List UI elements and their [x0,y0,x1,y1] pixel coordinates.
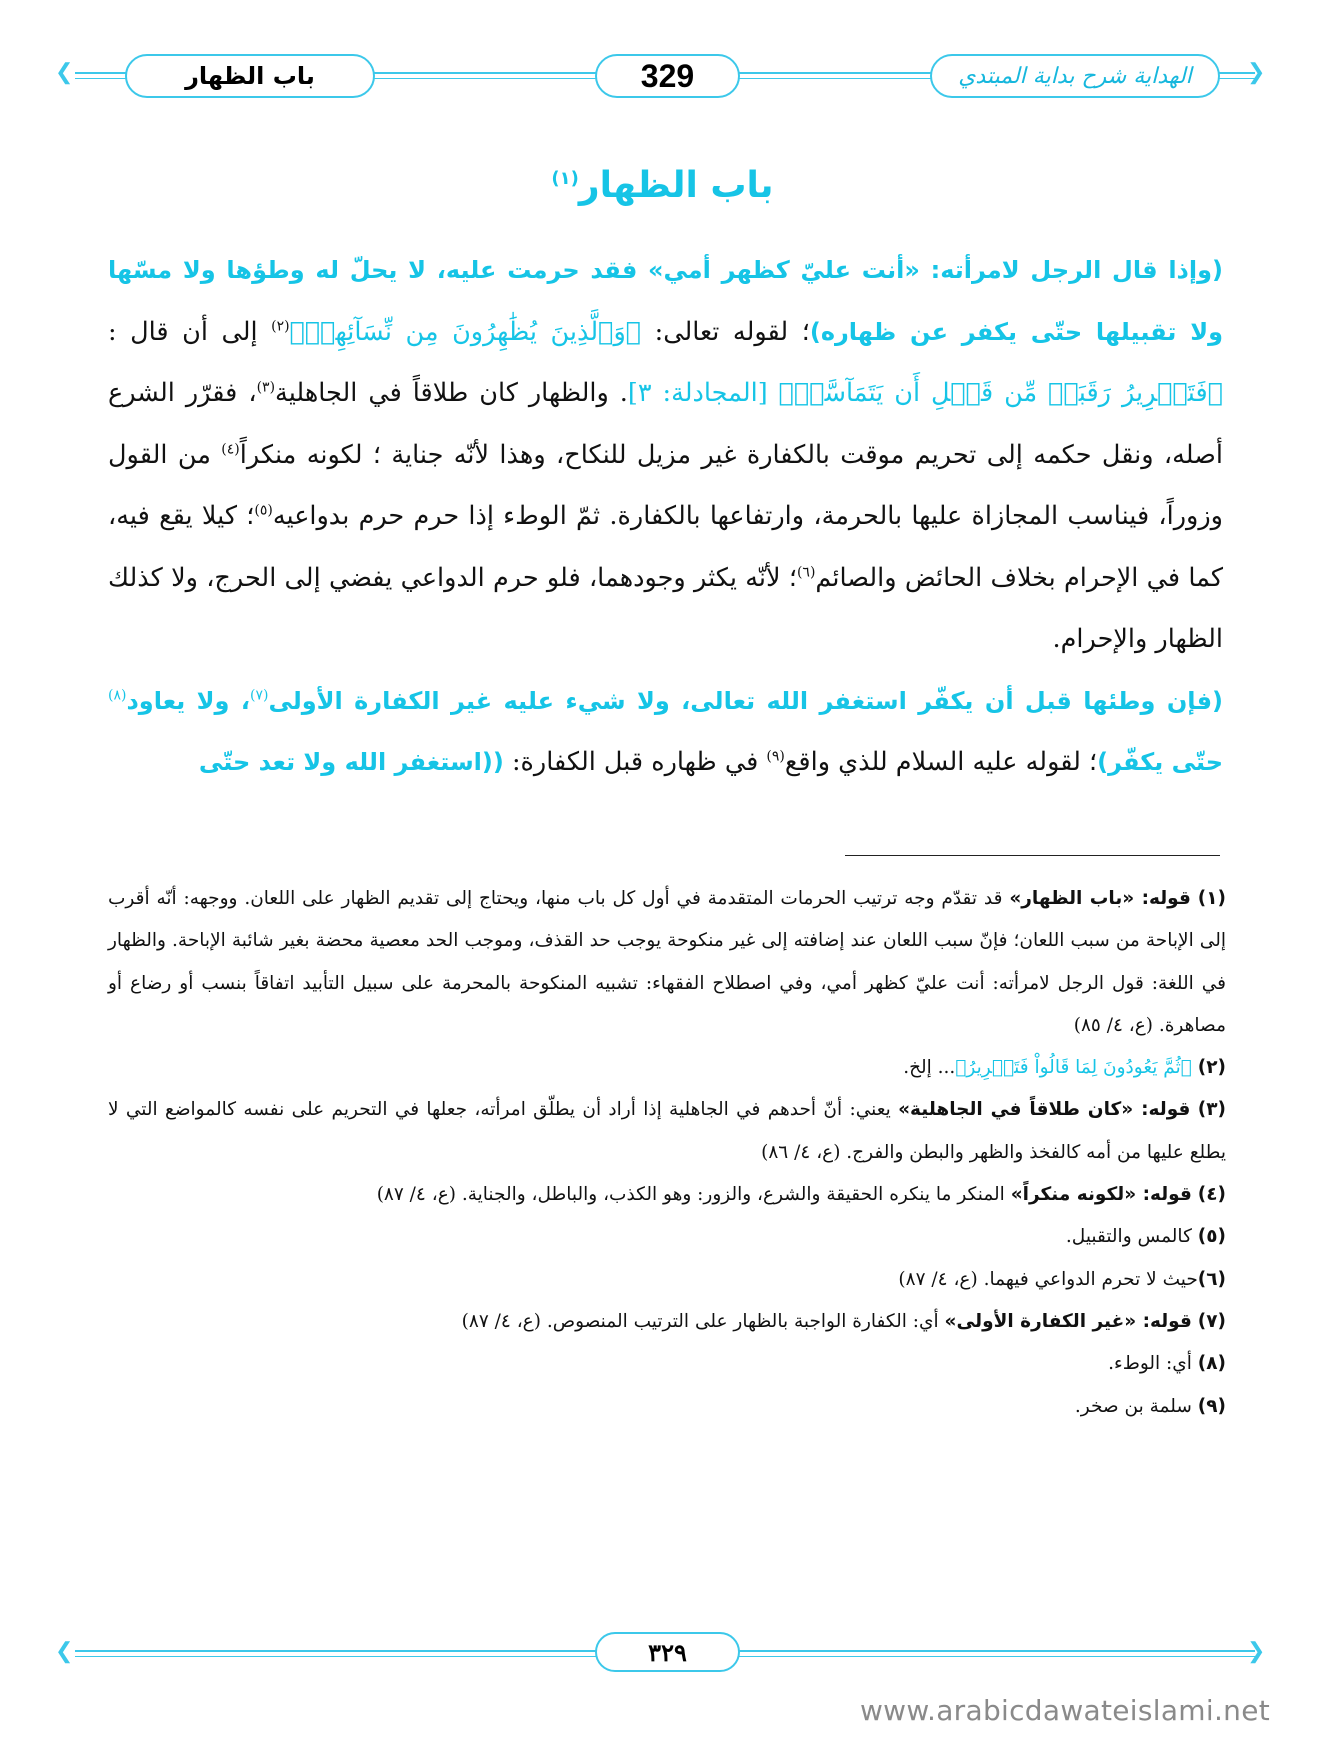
text-run: ؛ كيلا يقع فيه، كما في الإحرام بخلاف الحائض والصائم [108,501,1223,593]
page-header [55,48,1270,110]
footnote-9 [108,1386,1226,1428]
footnote-ref: (٩) [766,748,785,765]
footnote-text: يعني: أنّ أحدهم في الجاهلية إذا أراد أن يطلّق امرأته، جعلها في التحريم على نفسه كالمواضع التي لا يطلع عليها من أمه كالفخذ والظهر والبطن والفرج. (ع، ٤/ ٨٦) [108,1099,1226,1163]
footnote-6 [108,1259,1226,1301]
footnote-text: قد تقدّم وجه ترتيب الحرمات المتقدمة في أول كل باب منها، ويحتاج إلى تقديم الظهار على اللعان. ووجهه: أنّه أقرب إلى الإباحة من سبب اللعان؛ فإنّ سبب اللعان عند إضافته إلى غير منكوحة يوجب حد القذف، وموجب الحد معصية محضة بغير شائبة الإباحة. والظهار في اللغة: قول الرجل لامرأته: أنت عليّ كظهر أمي، وفي اصطلاح الفقهاء: تشبيه المنكوحة بالمحرمة على سبيل التأبيد اتفاقاً بنسب أو رضاع أو مصاهرة. (ع، ٤/ ٨٥) [108,888,1226,1036]
footnote-text: أي: الكفارة الواجبة بالظهار على الترتيب المنصوص. (ع، ٤/ ٨٧) [461,1310,945,1332]
footer-page-number: ٣٢٩ [648,1637,687,1667]
footnote-number: (١) [1197,888,1226,909]
footer-page-number-box [595,1632,740,1672]
book-title: الهداية شرح بداية المبتدي [958,63,1192,89]
footnote-7 [108,1301,1226,1343]
text-run: إلى أن قال : [108,316,272,347]
footnotes [108,878,1226,1428]
footnote-number: (٣) [1197,1099,1227,1121]
page-number-box [595,54,740,98]
book-title-box [930,54,1220,98]
text-run: ؛ لقوله تعالى: [641,316,810,347]
footnote-number: (٧) [1197,1310,1226,1332]
footnote-3 [108,1089,1226,1174]
footnote-ref: (٧) [249,687,269,703]
footnote-number: (٩) [1197,1395,1226,1417]
left-ornament-icon: ❮ [55,60,74,85]
matn-quote-2b: ، ولا يعاود [126,686,250,715]
text-run: ، فقرّر الشرع أصله، ونقل حكمه إلى تحريم موقت بالكفارة غير مزيل للنكاح، وهذا لأنّه جناية ؛ لكونه منكراً [108,378,1223,470]
footer-right-ornament-icon: ❯ [1247,1639,1266,1664]
footnote-label: قوله: «باب الظهار» [1009,888,1191,909]
text-run: في ظهاره قبل الكفارة: [503,747,767,777]
footnote-ref: (٨) [108,687,127,703]
footnote-verse: ﴿ثُمَّ يَعُودُونَ لِمَا قَالُواْ فَتَحۡرِيرُ﴾ [955,1057,1192,1079]
matn-quote-2c: حتّى يكفّر) [1097,748,1223,776]
footnote-text: سلمة بن صخر. [1074,1395,1198,1417]
chapter-heading-note: (١) [551,168,579,189]
footnote-ref: (٥) [254,502,273,519]
footnote-text: ... إلخ. [903,1057,956,1079]
hadith-quote: ((استغفر الله ولا تعد حتّى [198,748,504,776]
matn-quote-1: (وإذا قال الرجل لامرأته: «أنت عليّ كظهر أمي» فقد حرمت عليه، لا يحلّ له وطؤها ولا مسّها ولا تقبيلها حتّى يكفر عن ظهاره) [108,256,1223,346]
page-footer [55,1632,1270,1682]
quran-verse-2: ﴿فَتَحۡرِيرُ رَقَبَةٖ مِّن قَبۡلِ أَن يَتَمَآسَّاۚ﴾ [778,378,1223,408]
chapter-title: باب الظهار [185,62,315,90]
footnote-number: (٤) [1197,1184,1226,1206]
right-ornament-icon: ❯ [1247,60,1266,85]
footer-left-ornament-icon: ❮ [55,1639,74,1664]
quran-verse-1: ﴿وَٱلَّذِينَ يُظَٰهِرُونَ مِن نِّسَآئِهِمۡ﴾ [289,316,642,347]
footnote-1 [108,878,1226,1047]
text-run: ؛ لقوله عليه السلام للذي واقع [784,747,1098,777]
footnote-divider [845,855,1220,856]
chapter-heading-text: باب الظهار [578,165,774,206]
text-run: من القول وزوراً، فيناسب المجازاة عليها بالحرمة، وارتفاعها بالكفارة. ثمّ الوطء إذا حرم حرم بدواعيه [108,439,1223,531]
footnote-label: قوله: «غير الكفارة الأولى» [944,1310,1192,1332]
footnote-number: (٥) [1197,1226,1226,1248]
footnote-5 [108,1216,1226,1258]
footnote-4 [108,1174,1226,1216]
footnote-text: كالمس والتقبيل. [1065,1226,1198,1248]
footnote-ref: (٦) [796,564,816,580]
main-text [108,240,1223,794]
footnote-number: (٦) [1197,1268,1226,1290]
footnote-text: المنكر ما ينكره الحقيقة والشرع، والزور: وهو الكذب، والباطل، والجناية. (ع، ٤/ ٨٧) [376,1184,1011,1206]
footnote-text: حيث لا تحرم الدواعي فيهما. (ع، ٤/ ٨٧) [898,1268,1198,1290]
paragraph-1 [108,240,1223,671]
text-run: . والظهار كان طلاقاً في الجاهلية [275,378,628,408]
footnote-label: قوله: «لكونه منكراً» [1010,1184,1192,1206]
footnote-ref: (٣) [256,379,276,396]
website-url: www.arabicdawateislami.net [859,1694,1270,1727]
footnote-number: (٢) [1197,1057,1226,1079]
footnote-number: (٨) [1197,1353,1226,1375]
footnote-8 [108,1343,1226,1385]
footnote-ref: (٤) [221,441,240,457]
footnote-2 [108,1047,1226,1089]
verse-reference: [المجادلة: ٣] [627,378,779,408]
matn-quote-2: (فإن وطئها قبل أن يكفّر استغفر الله تعالى، ولا شيء عليه غير الكفارة الأولى [268,686,1224,715]
page-number: 329 [640,57,695,94]
chapter-title-box [125,54,375,98]
footnote-ref: (٢) [271,318,290,334]
footnote-text: أي: الوطء. [1108,1353,1198,1375]
paragraph-2 [108,671,1223,794]
footnote-label: قوله: «كان طلاقاً في الجاهلية» [898,1099,1191,1121]
chapter-heading [0,165,1325,206]
text-run: ؛ لأنّه يكثر وجودهما، فلو حرم الدواعي يفضي إلى الحرج، ولا كذلك الظهار والإحرام. [108,562,1223,654]
